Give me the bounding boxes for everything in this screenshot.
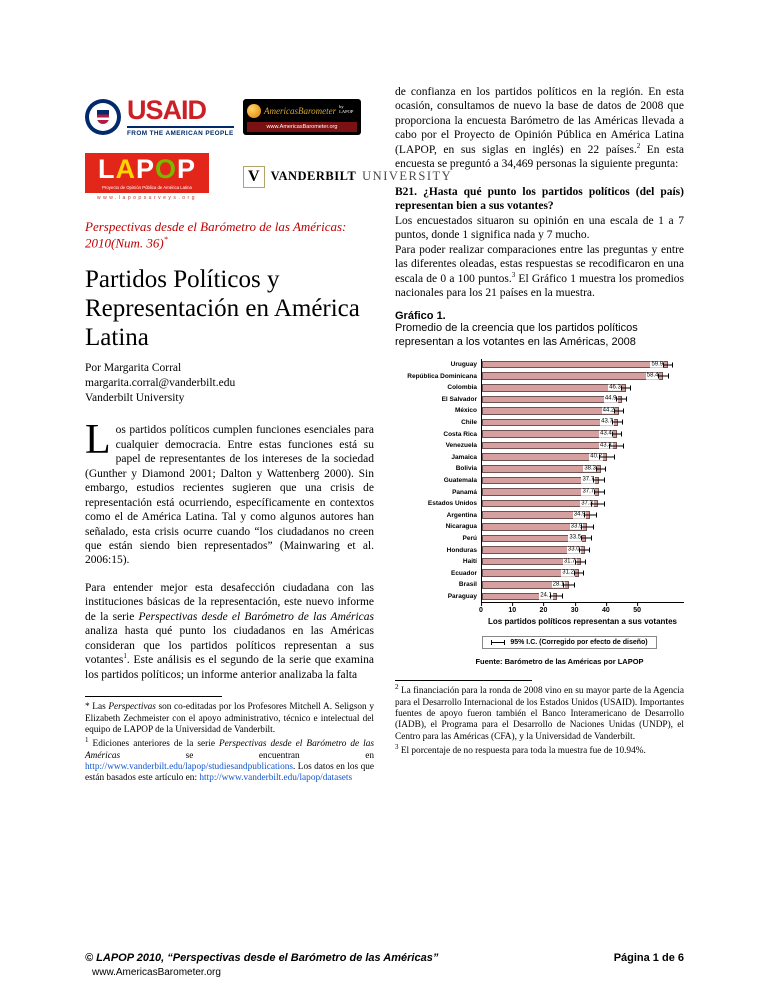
vanderbilt-name: VANDERBILT [270, 169, 357, 183]
chart-plot-cell [481, 544, 684, 556]
lapop-letter: L [97, 153, 116, 184]
footnote-2: $^2$ La financiación para la ronda de 2008 vino en su mayor parte de la Agencia para el Desarrollo Internacional de los Estados Unidos (USAID). Importantes fuentes de apoyo fueron también el Banco Interamericano de Desarrollo (IADB), el Programa para el Desarrollo de Naciones Unidas (UNDP), el Centro para las Américas (CFA), y la Universidad de Vanderbilt. [395, 683, 684, 742]
chart-plot-cell [481, 591, 684, 603]
chart-row [395, 579, 684, 591]
chart-country-label: Venezuela [445, 442, 477, 450]
chart-country-label: Panamá [452, 488, 477, 496]
chart-plot-cell [481, 382, 684, 394]
chart-plot-cell [481, 463, 684, 475]
chart-bar-value: 33.0 [567, 546, 580, 553]
logo-grid [85, 95, 453, 201]
chart-plot-cell [481, 579, 684, 591]
x-axis-ticks [481, 603, 684, 616]
chart-row [395, 544, 684, 556]
chart-row [395, 428, 684, 440]
chart-bar [482, 500, 598, 508]
chart-title: Gráfico 1. [395, 309, 446, 322]
author-block [85, 361, 374, 407]
vanderbilt-v-icon: V [243, 166, 265, 188]
footnote-1: $^1$ Ediciones anteriores de la serie Perspectivas desde el Barómetro de las Américas se encuentran en http://www.vanderbilt.edu/lapop/studiesandpublications. Los datos en los que están basados este artículo en: http://www.vanderbilt.edu/lapop/datasets [85, 736, 375, 784]
chart-row [395, 567, 684, 579]
chart-country-label: Costa Rica [443, 430, 477, 438]
footer-copyright: © LAPOP 2010, “Perspectivas desde el Barómetro de las Américas” [85, 952, 439, 964]
chart-bar-value: 44.9 [604, 396, 617, 402]
chart-row [395, 509, 684, 521]
chart-ci-whisker [663, 362, 674, 367]
dropcap: L [85, 417, 111, 464]
lapop-letter: P [135, 153, 155, 184]
chart-ci-whisker [581, 536, 592, 541]
chart-ci-whisker [612, 432, 623, 437]
americasbarometer-logo-top [247, 104, 357, 118]
chart-bar-value: 40.2 [590, 453, 602, 460]
chart-ci-whisker [658, 374, 670, 379]
lapop-url: www.lapopsurveys.org [96, 194, 198, 201]
chart-row [395, 359, 684, 371]
chart-bar-value: 28.1 [552, 581, 565, 588]
chart-plot-cell [481, 394, 684, 406]
chart-plot-cell [481, 370, 684, 382]
chart-country-label: México [454, 407, 477, 415]
chart-bar [482, 477, 599, 485]
chart-bar [482, 569, 579, 577]
chart-ci-whisker [609, 443, 623, 448]
chart-plot-cell [481, 451, 684, 463]
x-tick-label: 10 [508, 607, 517, 615]
x-tick-label: 30 [570, 607, 579, 615]
lapop-logo-box [85, 153, 209, 193]
chart-country-label: Chile [461, 418, 477, 426]
americasbarometer-byline: by LAPOP [339, 103, 354, 114]
chart-country-label: El Salvador [441, 395, 477, 403]
footnote-3: $^3$ El porcentaje de no respuesta para toda la muestra fue de 10.94%. [395, 742, 646, 756]
chart-plot-cell [481, 359, 684, 371]
series-title: Perspectivas desde el Barómetro de las Américas: 2010(Num. 36)* [85, 218, 347, 251]
chart-plot-cell [481, 521, 684, 533]
americasbarometer-title: AmericasBarometer [264, 105, 337, 116]
chart-bar-value: 24.1 [540, 593, 552, 600]
x-tick-label: 20 [539, 607, 548, 615]
chart-row [395, 451, 684, 463]
chart-ci-whisker [596, 466, 605, 471]
americasbarometer-logo [243, 99, 361, 135]
chart-legend-row [455, 632, 684, 650]
chart-bar [482, 581, 569, 589]
chart-plot-cell [481, 486, 684, 498]
chart-plot-cell [481, 509, 684, 521]
chart-ci-whisker [591, 501, 605, 506]
ci-whisker-icon [491, 640, 505, 645]
chart-country-label: Nicaragua [445, 523, 477, 531]
chart-plot-cell [481, 405, 684, 417]
chart-bar [482, 430, 617, 438]
chart-bar-value: 46.3 [609, 384, 621, 391]
chart-bar-value: 37.7 [582, 488, 595, 495]
x-tick-label: 0 [479, 607, 483, 615]
survey-question-b21: B21. ¿Hasta qué punto los partidos políticos (del país) representan bien a sus votantes? [395, 185, 684, 213]
two-column-layout [85, 85, 684, 788]
chart-row [395, 370, 684, 382]
chart-bar [482, 535, 586, 543]
chart-bar [482, 511, 590, 519]
chart-country-label: Ecuador [450, 569, 477, 577]
chart-plot-area [395, 359, 684, 602]
chart-ci-whisker [584, 513, 596, 518]
body-paragraph-4: Los encuestados situaron su opinión en una escala de 1 a 7 puntos, donde 1 significa nada y 7 mucho. [395, 214, 684, 242]
chart-country-label: Argentina [446, 511, 477, 519]
chart-country-label: Honduras [446, 546, 477, 554]
chart-country-label: Estados Unidos [427, 500, 477, 508]
footnote-link[interactable]: http://www.vanderbilt.edu/lapop/datasets [199, 773, 353, 784]
chart-bar [482, 407, 619, 415]
chart-plot-cell [481, 475, 684, 487]
chart-ci-whisker [593, 478, 605, 483]
chart-bar-value: 33.5 [569, 535, 582, 542]
chart-legend-label: 95% I.C. (Corregido por efecto de diseño) [510, 639, 648, 647]
chart-row [395, 475, 684, 487]
chart-row [395, 440, 684, 452]
chart-ci-whisker [616, 397, 627, 402]
usaid-seal-icon [85, 99, 121, 135]
chart-bar [482, 488, 599, 496]
chart-country-label: Brasil [458, 581, 477, 589]
chart-row [395, 556, 684, 568]
chart-ci-whisker [581, 524, 595, 529]
chart-row [395, 591, 684, 603]
vanderbilt-university: UNIVERSITY [362, 169, 453, 183]
chart-bar-value: 37.7 [582, 477, 595, 484]
chart-bar-value: 34.9 [573, 511, 586, 518]
body-paragraph-3: de confianza en los partidos políticos en la región. En esta ocasión, consultamos de nuevo la base de datos de 2008 que proporciona la encuesta Barómetro de las Américas llevada a cabo por el Proyecto de Opinión Pública en América Latina (LAPOP, en sus siglas en inglés) en 22 países.$^2$ En esta encuesta se preguntó a 34,469 personas la siguiente pregunta: [395, 86, 685, 171]
chart-bar [482, 558, 581, 566]
chart-ci-whisker [621, 385, 630, 390]
chart-ci-whisker [599, 455, 615, 460]
chart-bar-value: 33.9 [570, 523, 583, 530]
chart-subtitle: Promedio de la creencia que los partidos políticos representan a los votantes en las Américas, 2008 [395, 321, 638, 348]
article-title: Partidos Políticos y Representación en América Latina [85, 265, 360, 351]
chart-bar [482, 384, 626, 392]
chart-bar-value: 31.2 [562, 569, 574, 576]
chart-plot-cell [481, 417, 684, 429]
chart-row [395, 533, 684, 545]
chart-row [395, 417, 684, 429]
chart-bar-value: 44.2 [602, 407, 615, 414]
chart-row [395, 405, 684, 417]
chart-bar [482, 593, 557, 601]
chart-bar-value: 31.7 [563, 558, 576, 565]
x-axis-label: Los partidos políticos representan a sus votantes [488, 617, 677, 627]
chart-bar-value: 59.9 [651, 361, 664, 368]
chart-bar-value: 43.3 [599, 442, 612, 449]
chart-plot-cell [481, 567, 684, 579]
chart-country-label: Jamaica [451, 453, 477, 461]
footnote-separator [85, 696, 222, 697]
chart-bar-value: 58.4 [646, 372, 659, 379]
body-paragraph-5: Para poder realizar comparaciones entre las preguntas y entre las diferentes oleadas, estas respuestas se recodificaron en una escala de 0 a 100 puntos.$^3$ El Gráfico 1 muestra los promedios nacionales para los 21 países en la muestra. [395, 243, 684, 300]
chart-ci-whisker [594, 490, 605, 495]
chart-country-label: Perú [462, 534, 477, 542]
usaid-logo [85, 97, 235, 137]
usaid-text-block [127, 97, 234, 137]
body-paragraph-2: Para entender mejor esta desafección ciudadana con las instituciones básicas de la representación, este nuevo informe de la serie Perspectivas desde el Barómetro de las Américas analiza hasta qué punto los ciudadanos en las Américas consideran que los partidos políticos representan a sus votantes$^1$. Este análisis es el segundo de la serie que examina los partidos políticos; un informe anterior analizaba la falta [85, 581, 374, 681]
chart-country-label: Haití [462, 558, 477, 566]
chart-source: Fuente: Barómetro de las Américas por LAPOP [475, 657, 644, 667]
chart-country-label: Uruguay [450, 361, 477, 369]
lapop-logo [85, 153, 209, 201]
chart-bar [482, 523, 587, 531]
footnote-separator [395, 680, 532, 681]
footnote-link[interactable]: http://www.vanderbilt.edu/lapop/studiesandpublications [85, 762, 294, 772]
page-footer [85, 952, 684, 978]
chart-ci-whisker [575, 559, 586, 564]
chart-row [395, 394, 684, 406]
chart-bar [482, 396, 622, 404]
usaid-wordmark: USAID [127, 95, 207, 125]
chart-country-label: Bolivia [455, 465, 477, 473]
footer-page-number: Página 1 de 6 [613, 952, 684, 964]
chart-ci-whisker [550, 594, 563, 599]
chart-country-label: Colombia [447, 384, 477, 392]
footer-website: www.AmericasBarometer.org [92, 967, 221, 978]
chart-bar [482, 361, 668, 369]
body-paragraph-1 [85, 417, 374, 568]
lapop-letter: A [115, 153, 136, 184]
chart-country-label: Guatemala [443, 476, 477, 484]
footer-row [85, 952, 684, 964]
chart-plot-cell [481, 533, 684, 545]
chart-plot-cell [481, 498, 684, 510]
chart-plot-cell [481, 556, 684, 568]
chart-plot-cell [481, 428, 684, 440]
chart-ci-whisker [563, 582, 575, 587]
x-tick-label: 40 [602, 607, 610, 615]
chart-country-label: República Dominicana [407, 372, 477, 380]
globe-icon [247, 104, 261, 118]
lapop-letter: P [177, 153, 197, 184]
paragraph-text: os partidos políticos cumplen funciones esenciales para cualquier democracia. Entre estas funciones está su papel de representantes de los intereses de la sociedad (Gunther y Diamond 2001; Dalton y Wattenberg 2000). Sin embargo, estudios recientes sugieren que una crisis de representación está ocurriendo, específicamente en contextos como el de América Latina. Tal y como algunos autores han señalado, esta crisis ocurre cuando “los ciudadanos no creen que están siendo bien representados” (Mainwaring et al. 2006:15). [85, 424, 374, 567]
footnote-star: * Las Perspectivas son co-editadas por los Profesores Mitchell A. Seligson y Elizabeth Zechmeister con el apoyo administrativo, técnico e intelectual del equipo de LAPOP de la Universidad de Vanderbilt. [85, 702, 374, 736]
chart-row [395, 498, 684, 510]
chart-bar [482, 465, 601, 473]
chart-bar-value: 43.7 [601, 419, 613, 426]
usaid-tagline: FROM THE AMERICAN PEOPLE [127, 126, 234, 137]
chart-ci-whisker [579, 548, 591, 553]
chart-row [395, 486, 684, 498]
chart-ci-whisker [574, 571, 583, 576]
chart-bar [482, 546, 585, 554]
x-tick-label: 50 [633, 607, 642, 615]
chart-legend [482, 636, 656, 649]
chart-country-label: Paraguay [447, 592, 477, 600]
author-name: Por Margarita Corral [85, 361, 182, 374]
author-email: margarita.corral@vanderbilt.edu [85, 376, 236, 389]
lapop-wordmark [89, 153, 205, 184]
chart-row [395, 382, 684, 394]
chart-plot-cell [481, 440, 684, 452]
lapop-letter: O [154, 153, 177, 184]
chart-bar-value: 38.3 [584, 465, 597, 472]
chart-bar [482, 419, 618, 427]
chart-bar [482, 372, 663, 380]
chart-bar [482, 453, 607, 461]
lapop-subtitle: Proyecto de Opinión Pública de América Latina [102, 184, 192, 190]
chart-bar-value: 43.4 [600, 430, 612, 437]
chart-bar [482, 442, 617, 450]
chart-bar-value: 37.3 [581, 500, 593, 507]
chart-ci-whisker [614, 408, 624, 413]
americasbarometer-url: www.AmericasBarometer.org [247, 122, 357, 132]
chart-grafico-1 [395, 310, 684, 666]
chart-row [395, 521, 684, 533]
chart-ci-whisker [612, 420, 623, 425]
author-affiliation: Vanderbilt University [85, 391, 185, 404]
chart-row [395, 463, 684, 475]
right-column [395, 85, 684, 788]
